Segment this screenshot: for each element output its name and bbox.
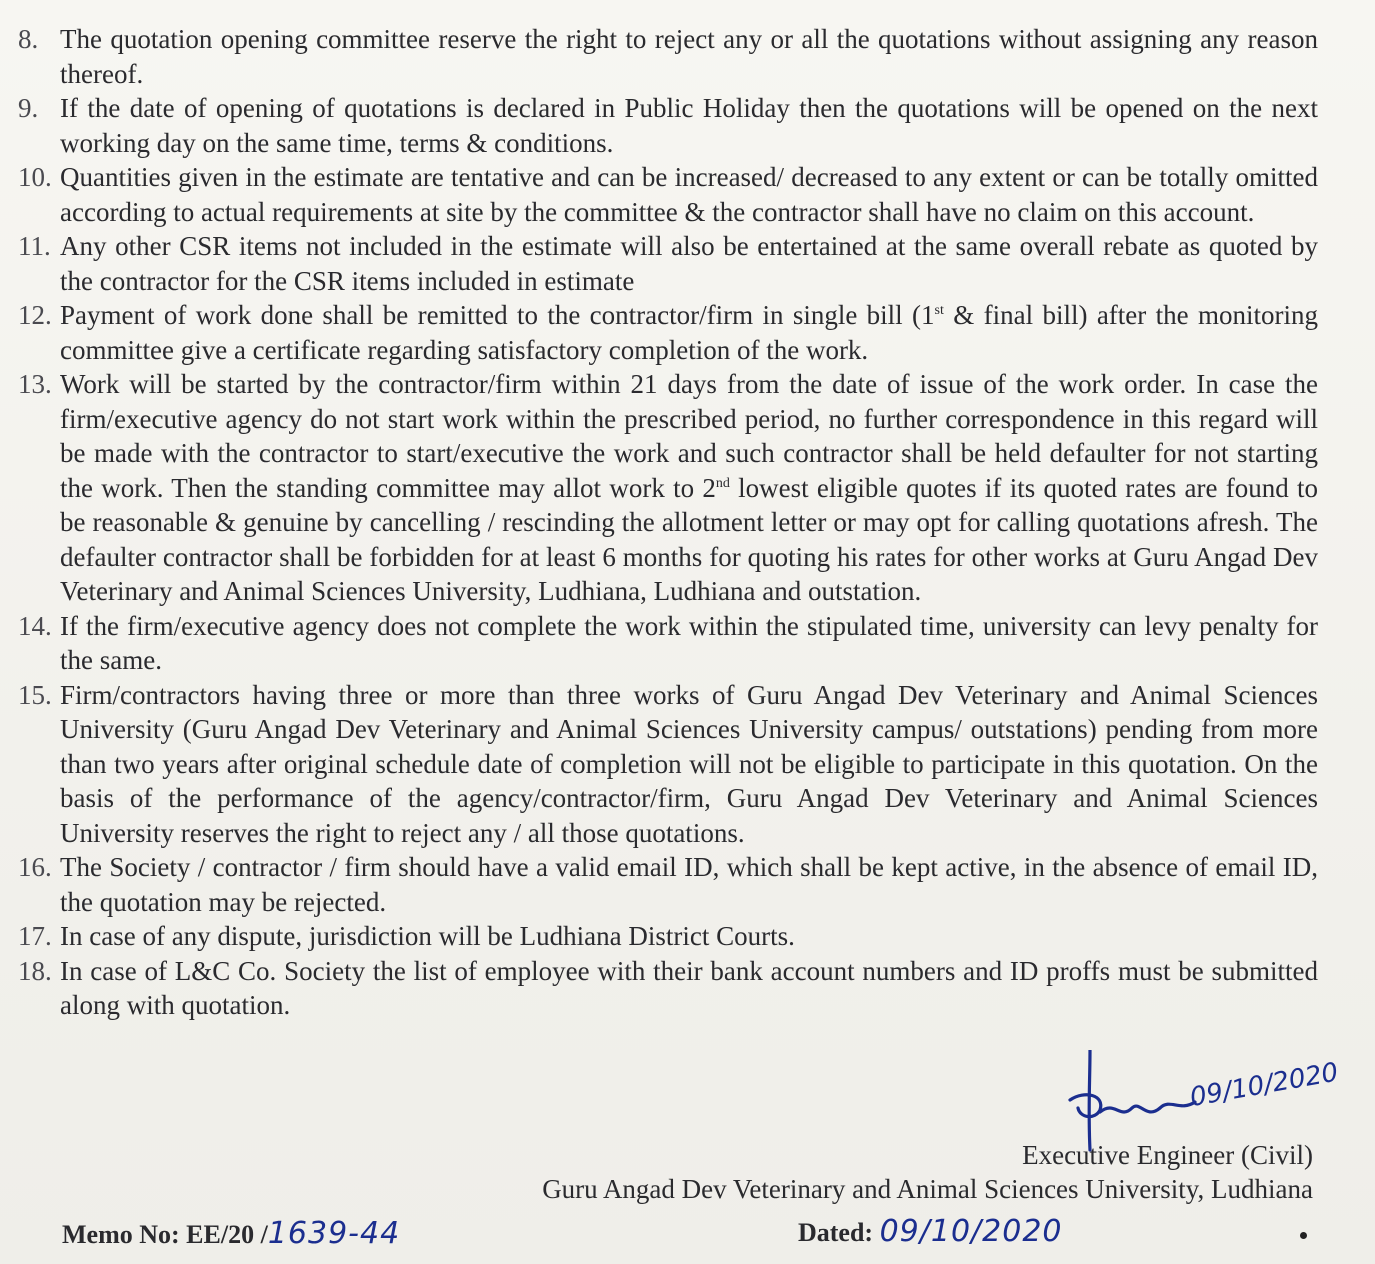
clause-text: The Society / contractor / firm should have a valid email ID, which shall be kept active, in the absence of email ID, the quotation may be rejected.: [60, 852, 1318, 917]
clause-text-part: Payment of work done shall be remitted to the contractor/firm in single bill (1: [60, 300, 935, 330]
clause-text: [60, 367, 1318, 609]
clause-number: 17.: [18, 921, 52, 951]
clause-14: [18, 609, 1318, 678]
clauses-list: [18, 22, 1318, 1023]
clause-number: 10.: [18, 162, 52, 192]
clause-text-part: & final bill) after the monitoring committee give a certificate regarding satisfactory completion of the work.: [60, 300, 1318, 365]
clause-9: [18, 91, 1318, 160]
clause-number: 9.: [18, 93, 39, 123]
clause-13: [18, 367, 1318, 609]
clause-17: [18, 919, 1318, 954]
stray-dot: [1300, 1232, 1307, 1239]
clause-text: In case of L&C Co. Society the list of employee with their bank account numbers and ID proffs must be submitted along with quotation.: [60, 955, 1318, 1020]
clause-12: [18, 298, 1318, 367]
signature-stroke: [1070, 1095, 1101, 1117]
clause-text: The quotation opening committee reserve the right to reject any or all the quotations without assigning any reason thereof.: [60, 24, 1318, 89]
clause-number: 14.: [18, 610, 52, 641]
superscript: st: [934, 303, 944, 318]
clause-text: [60, 298, 1318, 367]
clause-text: If the date of opening of quotations is declared in Public Holiday then the quotations will be opened on the next working day on the same time, terms & conditions.: [60, 93, 1318, 158]
signature-stroke: [1100, 1106, 1160, 1112]
signatory-designation: Executive Engineer (Civil): [1022, 1140, 1313, 1170]
dated-handwritten-value: 09/10/2020: [879, 1214, 1063, 1249]
clause-number: 12.: [18, 300, 52, 330]
clause-16: [18, 850, 1318, 919]
clause-8: [18, 22, 1318, 91]
signature-date: 09/10/2020: [1187, 1057, 1341, 1113]
signatory-block: [542, 1138, 1313, 1206]
clause-11: [18, 229, 1318, 298]
clause-18: [18, 954, 1318, 1023]
clause-text-part: Work will be started by the contractor/firm within 21 days from the date of issue of the work order. In case the firm/executive agency do not start work within the prescribed period, no further correspondence in this regard will be made with the contractor to start/executive the work and such contractor shall be held defaulter for not starting the work. Then the standing committee may allot work to 2: [60, 369, 1318, 503]
clause-number: 16.: [18, 852, 52, 882]
signature-stroke: [1160, 1102, 1195, 1108]
clause-number: 18.: [18, 955, 52, 986]
clause-text: Quantities given in the estimate are tentative and can be increased/ decreased to any extent or can be totally omitted according to actual requirements at site by the committee & the contractor shall have no claim on this account.: [60, 162, 1318, 227]
clause-number: 13.: [18, 369, 52, 399]
dated-line: [798, 1214, 1063, 1249]
clause-number: 11.: [18, 231, 51, 261]
superscript: nd: [715, 475, 730, 491]
clause-number: 15.: [18, 679, 52, 710]
dated-label: Dated:: [798, 1218, 874, 1247]
clause-text: Firm/contractors having three or more than three works of Guru Angad Dev Veterinary and Animal Sciences University (Guru Angad Dev Veterinary and Animal Sciences University campus/ outstations) pending from more than two years after original schedule date of completion will not be eligible to participate in this quotation. On the basis of the performance of the agency/contractor/firm, Guru Angad Dev Veterinary and Animal Sciences University reserves the right to reject any / all those quotations.: [60, 679, 1318, 848]
clause-text-part: lowest eligible quotes if its quoted rates are found to be reasonable & genuine by cancelling / rescinding the allotment letter or may opt for calling quotations afresh. The defaulter contractor shall be forbidden for at least 6 months for quoting his rates for other works at Guru Angad Dev Veterinary and Animal Sciences University, Ludhiana, Ludhiana and outstation.: [60, 472, 1318, 606]
signature-stroke: [1089, 1050, 1090, 1150]
memo-handwritten-number: 1639-44: [267, 1216, 401, 1251]
clause-10: [18, 160, 1318, 229]
clause-text: If the firm/executive agency does not complete the work within the stipulated time, university can levy penalty for the same.: [60, 610, 1318, 675]
signatory-organization: Guru Angad Dev Veterinary and Animal Sciences University, Ludhiana: [542, 1174, 1313, 1204]
clause-number: 8.: [18, 24, 39, 54]
clause-text: Any other CSR items not included in the estimate will also be entertained at the same overall rebate as quoted by the contractor for the CSR items included in estimate: [60, 231, 1318, 296]
memo-number: [62, 1216, 400, 1251]
clause-text: In case of any dispute, jurisdiction will be Ludhiana District Courts.: [60, 921, 795, 951]
clause-15: [18, 678, 1318, 851]
memo-label: Memo No: EE/20 /: [62, 1220, 268, 1249]
